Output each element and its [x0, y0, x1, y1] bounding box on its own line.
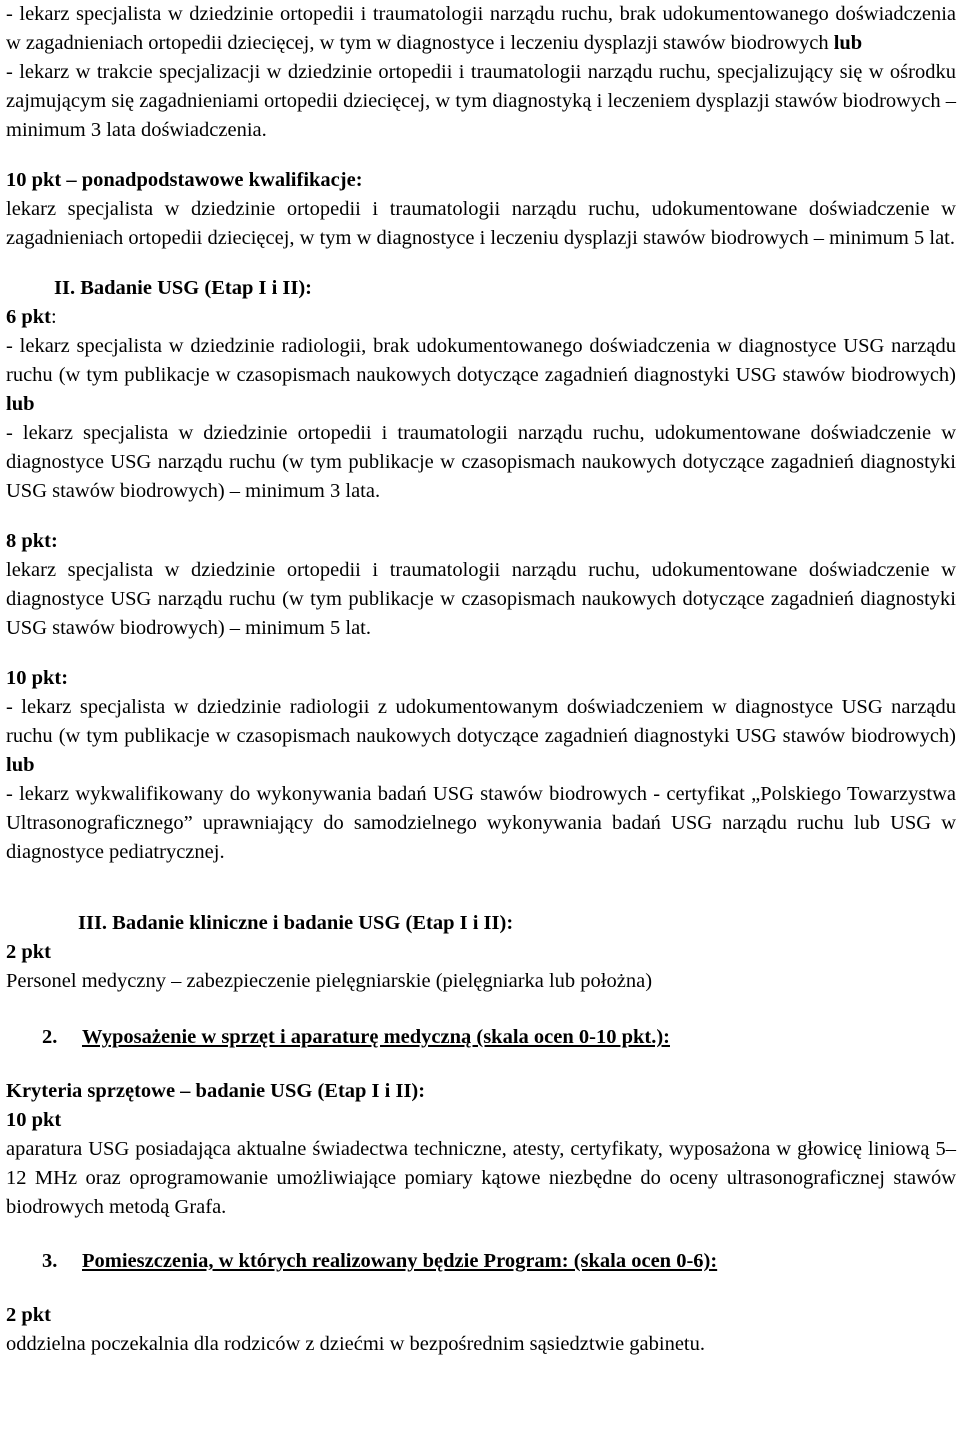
heading-equipment-criteria: Kryteria sprzętowe – badanie USG (Etap I i II): [6, 1080, 426, 1102]
heading-premises: 3. Pomieszczenia, w których realizowany będzie Program: (skala ocen 0-6): [42, 1250, 718, 1272]
paragraph-waiting-room: oddzielna poczekalnia dla rodziców z dziećmi w bezpośrednim sąsiedztwie gabinetu. [6, 1333, 706, 1355]
document-page [6, 0, 956, 1359]
points-10: 10 pkt: [6, 667, 69, 689]
heading-section-ii: II. Badanie USG (Etap I i II): [54, 277, 313, 299]
paragraph-radiologist-experienced: - lekarz specjalista w dziedzinie radiologii z udokumentowanym doświadczeniem w diagnostyce USG narządu ruchu (w tym publikacje w czasopismach naukowych dotyczące zagadnień diagnostyki USG stawów biodrowych) lub [6, 696, 956, 776]
heading-equipment: 2. Wyposażenie w sprzęt i aparaturę medyczną (skala ocen 0-10 pkt.): [42, 1026, 670, 1048]
paragraph-orthopedist-usg-5y: lekarz specjalista w dziedzinie ortopedii i traumatologii narządu ruchu, udokumentowane doświadczenie w diagnostyce USG narządu ruchu (w tym publikacje w czasopismach naukowych dotyczące zagadnień diagnostyki USG stawów biodrowych) – minimum 5 lat. [6, 559, 956, 639]
or-keyword: lub [6, 754, 35, 776]
points-6: 6 pkt: [6, 306, 57, 328]
paragraph-specialist-no-experience: - lekarz specjalista w dziedzinie ortopedii i traumatologii narządu ruchu, brak udokumentowanego doświadczenia w zagadnieniach ortopedii dziecięcej, w tym w diagnostyce i leczeniu dysplazji stawów biodrowych lub [6, 3, 956, 54]
paragraph-usg-apparatus: aparatura USG posiadająca aktualne świadectwa techniczne, atesty, certyfikaty, wyposażona w głowicę liniową 5–12 MHz oraz oprogramowanie umożliwiające pomiary kątowe niezbędne do oceny ultrasonograficznej stawów biodrowych metodą Grafa. [6, 1138, 956, 1218]
heading-advanced-qualifications: 10 pkt – ponadpodstawowe kwalifikacje: [6, 169, 363, 191]
or-keyword: lub [6, 393, 35, 415]
points-8: 8 pkt: [6, 530, 58, 552]
paragraph-resident: - lekarz w trakcie specjalizacji w dziedzinie ortopedii i traumatologii narządu ruchu, specjalizujący się w ośrodku zajmującym się zagadnieniami ortopedii dziecięcej, w tym diagnostyką i leczeniem dysplazji stawów biodrowych – minimum 3 lata doświadczenia. [6, 61, 956, 141]
points-2-staff: 2 pkt [6, 941, 52, 963]
paragraph-advanced-qualifications: lekarz specjalista w dziedzinie ortopedii i traumatologii narządu ruchu, udokumentowane doświadczenie w zagadnieniach ortopedii dziecięcej, w tym w diagnostyce i leczeniu dysplazji stawów biodrowych – minimum 5 lat. [6, 198, 956, 249]
points-10-equipment: 10 pkt [6, 1109, 62, 1131]
points-2-premises: 2 pkt [6, 1304, 52, 1326]
paragraph-orthopedist-usg-3y: - lekarz specjalista w dziedzinie ortopedii i traumatologii narządu ruchu, udokumentowane doświadczenie w diagnostyce USG narządu ruchu (w tym publikacje w czasopismach naukowych dotyczące zagadnień diagnostyki USG stawów biodrowych) – minimum 3 lata. [6, 422, 956, 502]
paragraph-certified-doctor: - lekarz wykwalifikowany do wykonywania badań USG stawów biodrowych - certyfikat „Polskiego Towarzystwa Ultrasonograficznego” uprawniający do samodzielnego wykonywania badań USG narządu ruchu lub USG w diagnostyce pediatrycznej. [6, 783, 956, 863]
or-keyword: lub [833, 32, 863, 54]
paragraph-medical-staff: Personel medyczny – zabezpieczenie pielęgniarskie (pielęgniarka lub położna) [6, 970, 653, 992]
heading-section-iii: III. Badanie kliniczne i badanie USG (Etap I i II): [78, 912, 514, 934]
paragraph-radiologist-no-experience: - lekarz specjalista w dziedzinie radiologii, brak udokumentowanego doświadczenia w diagnostyce USG narządu ruchu (w tym publikacje w czasopismach naukowych dotyczące zagadnień diagnostyki USG stawów biodrowych) lub [6, 335, 956, 415]
